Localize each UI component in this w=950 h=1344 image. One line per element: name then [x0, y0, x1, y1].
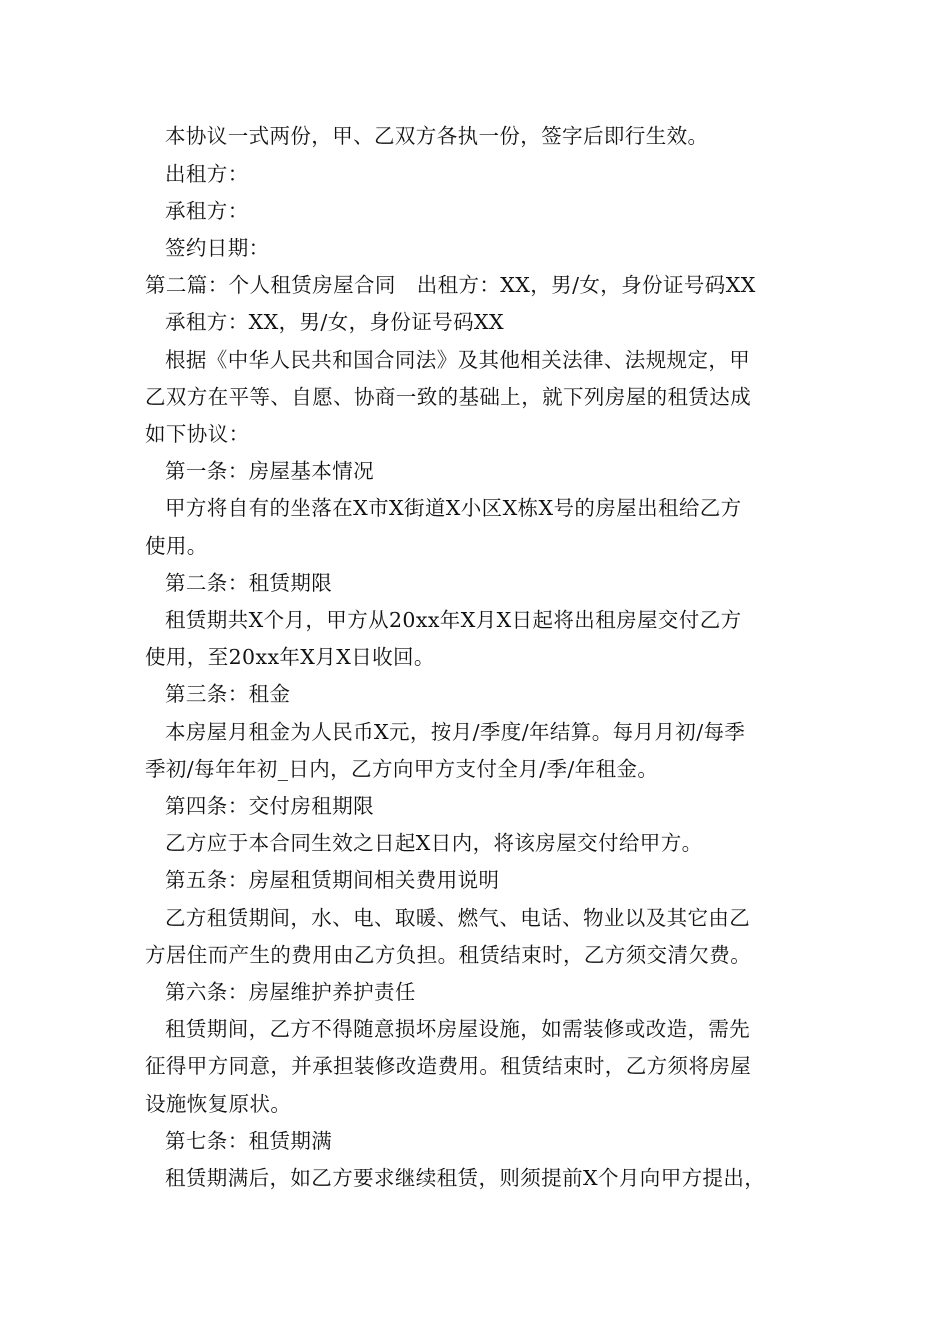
article-1-text-line-2: 使用。	[145, 534, 208, 558]
article-3-heading: 第三条：租金	[165, 682, 291, 706]
article-4-heading: 第四条：交付房租期限	[165, 794, 374, 818]
article-2-heading: 第二条：租赁期限	[165, 571, 333, 595]
article-7-text-line-1: 租赁期满后，如乙方要求继续租赁，则须提前X个月向甲方提出，	[165, 1166, 766, 1190]
article-5-heading: 第五条：房屋租赁期间相关费用说明	[165, 868, 500, 892]
article-4-text-line-1: 乙方应于本合同生效之日起X日内，将该房屋交付给甲方。	[165, 831, 703, 855]
article-5-text-line-2: 方居住而产生的费用由乙方负担。租赁结束时，乙方须交清欠费。	[145, 943, 752, 967]
lessee-label: 承租方：	[165, 199, 249, 223]
paragraph-basis-line-3: 如下协议：	[145, 422, 250, 446]
article-7-heading: 第七条：租赁期满	[165, 1129, 333, 1153]
article-3-text-line-1: 本房屋月租金为人民币X元，按月/季度/年结算。每月月初/每季	[165, 720, 746, 744]
paragraph-effectiveness: 本协议一式两份，甲、乙双方各执一份，签字后即行生效。	[165, 124, 709, 148]
article-3-text-line-2: 季初/每年年初_日内，乙方向甲方支付全月/季/年租金。	[145, 757, 659, 781]
article-1-text-line-1: 甲方将自有的坐落在X市X街道X小区X栋X号的房屋出租给乙方	[165, 496, 742, 520]
article-6-text-line-3: 设施恢复原状。	[145, 1092, 292, 1116]
lessee-info: 承租方：XX，男/女，身份证号码XX	[165, 310, 504, 334]
section-title-part-two: 第二篇：个人租赁房屋合同 出租方：XX，男/女，身份证号码XX	[145, 273, 756, 297]
lessor-label: 出租方：	[165, 162, 249, 186]
paragraph-basis-line-1: 根据《中华人民共和国合同法》及其他相关法律、法规规定，甲	[165, 348, 751, 372]
article-6-text-line-1: 租赁期间，乙方不得随意损坏房屋设施，如需装修或改造，需先	[165, 1017, 751, 1041]
article-2-text-line-1: 租赁期共X个月，甲方从20xx年X月X日起将出租房屋交付乙方	[165, 608, 742, 632]
article-2-text-line-2: 使用，至20xx年X月X日收回。	[145, 645, 435, 669]
signing-date-label: 签约日期：	[165, 236, 270, 260]
article-5-text-line-1: 乙方租赁期间，水、电、取暖、燃气、电话、物业以及其它由乙	[165, 906, 751, 930]
paragraph-basis-line-2: 乙双方在平等、自愿、协商一致的基础上，就下列房屋的租赁达成	[145, 385, 752, 409]
article-6-heading: 第六条：房屋维护养护责任	[165, 980, 416, 1004]
article-1-heading: 第一条：房屋基本情况	[165, 459, 374, 483]
article-6-text-line-2: 征得甲方同意，并承担装修改造费用。租赁结束时，乙方须将房屋	[145, 1054, 752, 1078]
